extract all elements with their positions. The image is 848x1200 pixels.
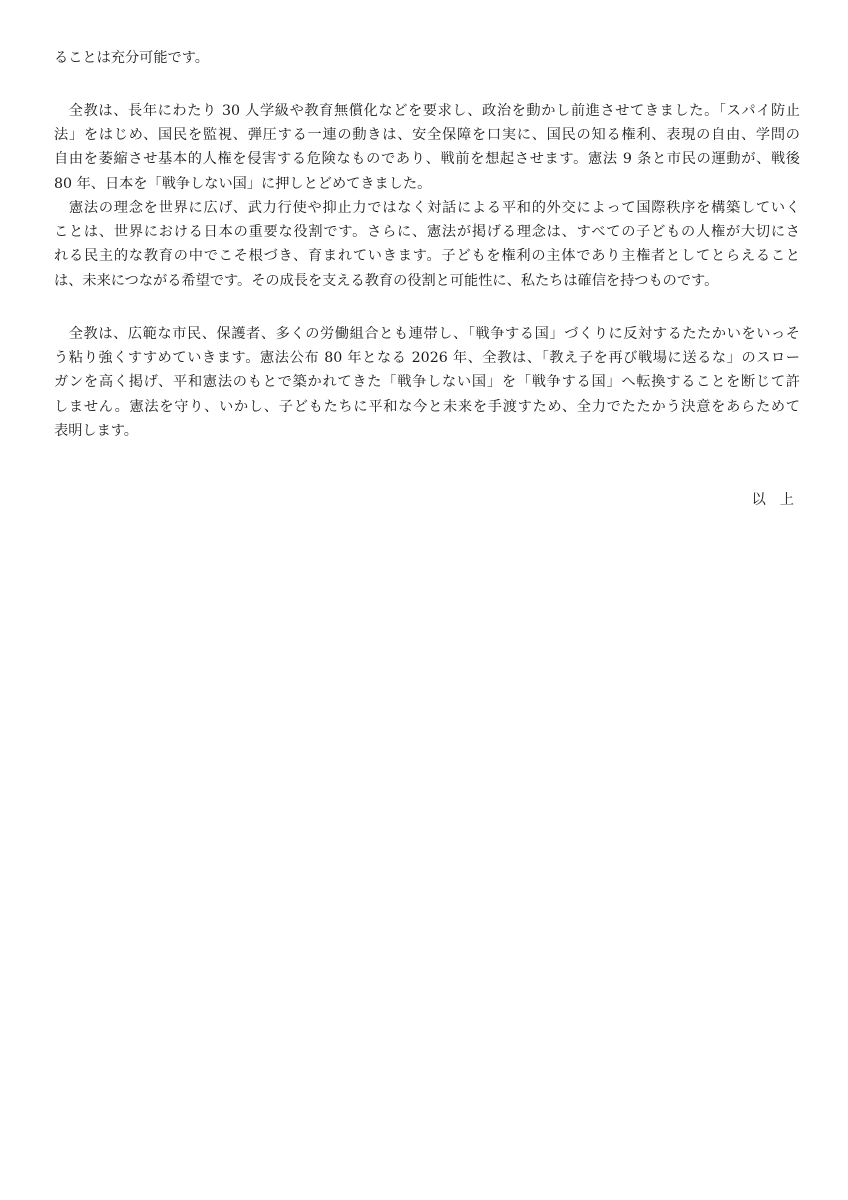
paragraph-line: 表明します。: [54, 423, 138, 439]
closing-mark: 以上: [751, 492, 808, 508]
paragraph-line: 全教は、広範な市民、保護者、多くの労働組合とも連帯し、「戦争する国」づくりに反対するたたかいをいっそ: [54, 326, 800, 342]
paragraph-line: ガンを高く掲げ、平和憲法のもとで築かれてきた「戦争しない国」を「戦争する国」へ転換することを断じて許: [54, 374, 800, 390]
paragraph-line: 憲法の理念を世界に広げ、武力行使や抑止力ではなく対話による平和的外交によって国際秩序を構築していく: [54, 200, 800, 216]
paragraph-line: は、未来につながる希望です。その成長を支える教育の役割と可能性に、私たちは確信を持つものです。: [54, 273, 719, 289]
paragraph-line: う粘り強くすすめていきます。憲法公布 80 年となる 2026 年、全教は、「教え子を再び戦場に送るな」のスロー: [54, 350, 800, 366]
paragraph-line: 80 年、日本を「戦争しない国」に押しとどめてきました。: [54, 176, 432, 192]
paragraph-line: しません。憲法を守り、いかし、子どもたちに平和な今と未来を手渡すため、全力でたたかう決意をあらためて: [54, 399, 800, 415]
paragraph-line: 自由を萎縮させ基本的人権を侵害する危険なものであり、戦前を想起させます。憲法 9 条と市民の運動が、戦後: [54, 151, 800, 167]
paragraph-line: 法」をはじめ、国民を監視、弾圧する一連の動きは、安全保障を口実に、国民の知る権利、表現の自由、学問の: [54, 127, 800, 143]
paragraph-line: ることは充分可能です。: [54, 50, 209, 66]
paragraph-line: 全教は、長年にわたり 30 人学級や教育無償化などを要求し、政治を動かし前進させてきました。「スパイ防止: [54, 103, 800, 119]
paragraph-line: れる民主的な教育の中でこそ根づき、育まれていきます。子どもを権利の主体であり主権者としてとらえること: [54, 248, 800, 264]
paragraph-line: ことは、世界における日本の重要な役割です。さらに、憲法が掲げる理念は、すべての子どもの人権が大切にさ: [54, 224, 800, 240]
